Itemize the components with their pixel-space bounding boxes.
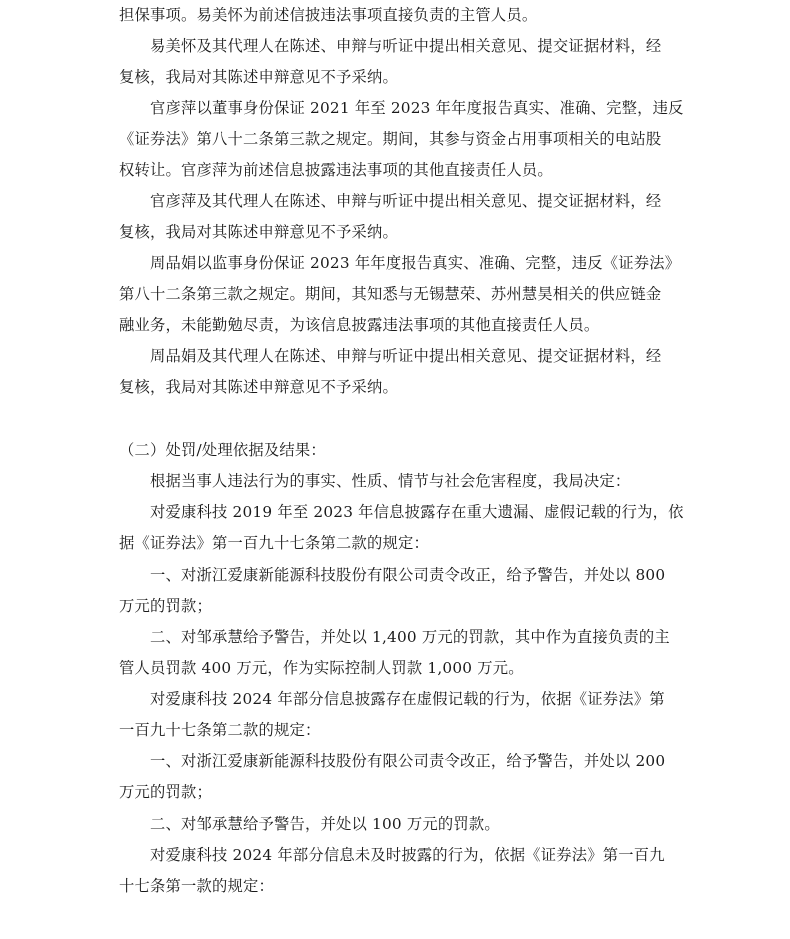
paragraph-line: 万元的罚款；	[119, 783, 212, 801]
paragraph-line: 对爱康科技 2024 年部分信息未及时披露的行为，依据《证券法》第一百九	[150, 846, 665, 864]
paragraph-line: 一、对浙江爱康新能源科技股份有限公司责令改正，给予警告，并处以 800	[150, 566, 666, 584]
paragraph-line: 一百九十七条第二款的规定：	[119, 721, 321, 739]
paragraph-line: 二、对邹承慧给予警告，并处以 1,400 万元的罚款，其中作为直接负责的主	[150, 628, 670, 646]
paragraph-line: 万元的罚款；	[119, 597, 212, 615]
paragraph-line: 第八十二条第三款之规定。期间，其知悉与无锡慧荣、苏州慧昊相关的供应链金	[119, 285, 662, 303]
paragraph-line: 复核，我局对其陈述申辩意见不予采纳。	[119, 68, 398, 86]
paragraph-line: 权转让。官彦萍为前述信息披露违法事项的其他直接责任人员。	[119, 161, 553, 179]
paragraph-line: 融业务，未能勤勉尽责，为该信息披露违法事项的其他直接责任人员。	[119, 316, 600, 334]
paragraph-line: 周品娟以监事身份保证 2023 年年度报告真实、准确、完整，违反《证券法》	[150, 254, 681, 272]
paragraph-line: 据《证券法》第一百九十七条第二款的规定：	[119, 534, 429, 552]
paragraph-line: 对爱康科技 2019 年至 2023 年信息披露存在重大遗漏、虚假记载的行为，依	[150, 503, 684, 521]
paragraph-line: 一、对浙江爱康新能源科技股份有限公司责令改正，给予警告，并处以 200	[150, 752, 666, 770]
paragraph-line: 易美怀及其代理人在陈述、申辩与听证中提出相关意见、提交证据材料，经	[150, 37, 662, 55]
paragraph-line: 复核，我局对其陈述申辩意见不予采纳。	[119, 223, 398, 241]
paragraph-line: 复核，我局对其陈述申辩意见不予采纳。	[119, 378, 398, 396]
paragraph-line: 根据当事人违法行为的事实、性质、情节与社会危害程度，我局决定：	[150, 472, 631, 490]
paragraph-line: 《证券法》第八十二条第三款之规定。期间，其参与资金占用事项相关的电站股	[119, 130, 662, 148]
paragraph-line: 管人员罚款 400 万元，作为实际控制人罚款 1,000 万元。	[119, 659, 524, 677]
paragraph-line: 官彦萍以董事身份保证 2021 年至 2023 年年度报告真实、准确、完整，违反	[150, 99, 684, 117]
paragraph-line: 担保事项。易美怀为前述信披违法事项直接负责的主管人员。	[119, 6, 538, 24]
paragraph-line: 十七条第一款的规定：	[119, 877, 274, 895]
paragraph-line: 官彦萍及其代理人在陈述、申辩与听证中提出相关意见、提交证据材料，经	[150, 192, 662, 210]
paragraph-line: 周品娟及其代理人在陈述、申辩与听证中提出相关意见、提交证据材料，经	[150, 347, 662, 365]
paragraph-line: 二、对邹承慧给予警告，并处以 100 万元的罚款。	[150, 815, 500, 833]
section-heading: （二）处罚/处理依据及结果：	[119, 441, 326, 459]
paragraph-line: 对爱康科技 2024 年部分信息披露存在虚假记载的行为，依据《证券法》第	[150, 690, 665, 708]
